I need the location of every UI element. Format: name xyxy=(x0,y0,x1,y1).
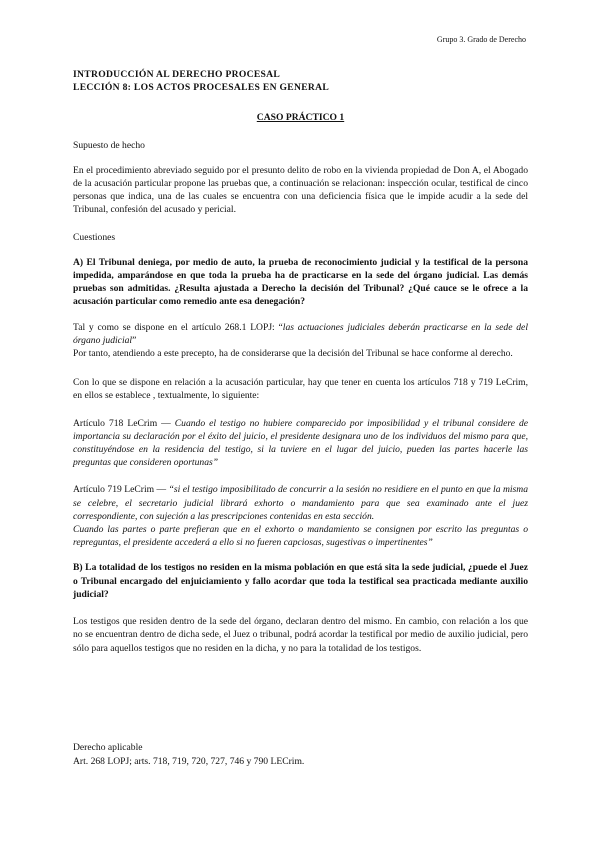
answer-a-intro: Tal y como se dispone en el artículo 268.1 LOPJ: “ xyxy=(73,321,283,333)
header-note: Grupo 3. Grado de Derecho xyxy=(436,35,526,44)
article-719 xyxy=(73,483,528,523)
applicable-law xyxy=(73,741,304,769)
facts-text: En el procedimiento abreviado seguido por el presunto delito de robo en la vivienda propiedad de Don A, el Abogado de la acusación particular propone las pruebas que, a continuación se relacionan: inspección ocular, testifical de cinco personas que indica, una de las cuales se encuentra con una deficiencia física que le impide acudir a la sede del Tribunal, confesión del acusado y pericial. xyxy=(73,164,528,216)
questions-heading: Cuestiones xyxy=(73,231,116,243)
answer-a-1 xyxy=(73,321,528,347)
answer-a-close: ” xyxy=(132,334,137,346)
law-text: Art. 268 LOPJ; arts. 718, 719, 720, 727, 746 y 790 LECrim. xyxy=(73,756,305,767)
facts-heading: Supuesto de hecho xyxy=(73,139,145,151)
course-title: INTRODUCCIÓN AL DERECHO PROCESAL xyxy=(73,69,281,80)
article-719-label: Artículo 719 LeCrim — xyxy=(73,484,169,496)
case-title: CASO PRÁCTICO 1 xyxy=(256,112,345,124)
document-body xyxy=(73,68,528,655)
question-a: A) El Tribunal deniega, por medio de auto, la prueba de reconocimiento judicial y la testifical de la persona impedida, amparándose en que toda la prueba ha de practicarse en la sede del órgano judicial. Las demás pruebas son admitidas. ¿Resulta ajustada a Derecho la decisión del Tribunal? ¿Qué cauce se le ofrece a la acusación particular como remedio ante esa denegación? xyxy=(73,256,528,308)
answer-b: Los testigos que residen dentro de la sede del órgano, declaran dentro del mismo. En cambio, con relación a los que no se encuentran dentro de dicha sede, el Juez o tribunal, podrá acordar la testifical por medio de auxilio judicial, pero sólo para aquellos testigos que no residen en la dicha, y no para la totalidad de los testigos. xyxy=(73,616,528,654)
article-719-text: “si el testigo imposibilitado de concurrir a la sesión no residiere en el punto en que la misma se celebre, el secretario judicial librará exhorto o mandamiento para que sea examinado ante el juez correspondiente, con sujeción a las prescripciones contenidas en esta sección. xyxy=(73,484,529,522)
answer-a-2: Por tanto, atendiendo a este precepto, ha de considerarse que la decisión del Tribunal se hace conforme al derecho. xyxy=(73,348,513,360)
answer-a-quote: las actuaciones judiciales deberán practicarse en la sede del órgano judicial xyxy=(73,321,528,346)
question-b: B) La totalidad de los testigos no residen en la misma población en que está sita la sede judicial, ¿puede el Juez o Tribunal encargado del enjuiciamiento y fallo acordar que toda la testifical sea practicada mediante auxilio judicial? xyxy=(73,562,528,600)
article-718-label: Artículo 718 LeCrim — xyxy=(73,417,175,429)
answer-a-3: Con lo que se dispone en relación a la acusación particular, hay que tener en cuenta los artículos 718 y 719 LeCrim, en ellos se establece , textualmente, lo siguiente: xyxy=(73,377,528,402)
lesson-title: LECCIÓN 8: LOS ACTOS PROCESALES EN GENERAL xyxy=(73,82,330,94)
article-719-text-2: Cuando las partes o parte prefieran que en el exhorto o mandamiento se consignen por escrito las preguntas o repreguntas, el presidente accederá a ello si no fueren capciosas, sugestivas o impertinentes” xyxy=(73,524,528,549)
law-heading: Derecho aplicable xyxy=(73,742,143,753)
article-718 xyxy=(73,417,528,470)
article-718-text: Cuando el testigo no hubiere comparecido por imposibilidad y el tribunal considere de importancia su declaración por el éxito del juicio, el presidente designara uno de los individuos del mismo para que, constituyéndose en la residencia del testigo, si la tuviere en el lugar del juicio, pueden las partes hacerle las preguntas que consideren oportunas” xyxy=(73,417,529,469)
